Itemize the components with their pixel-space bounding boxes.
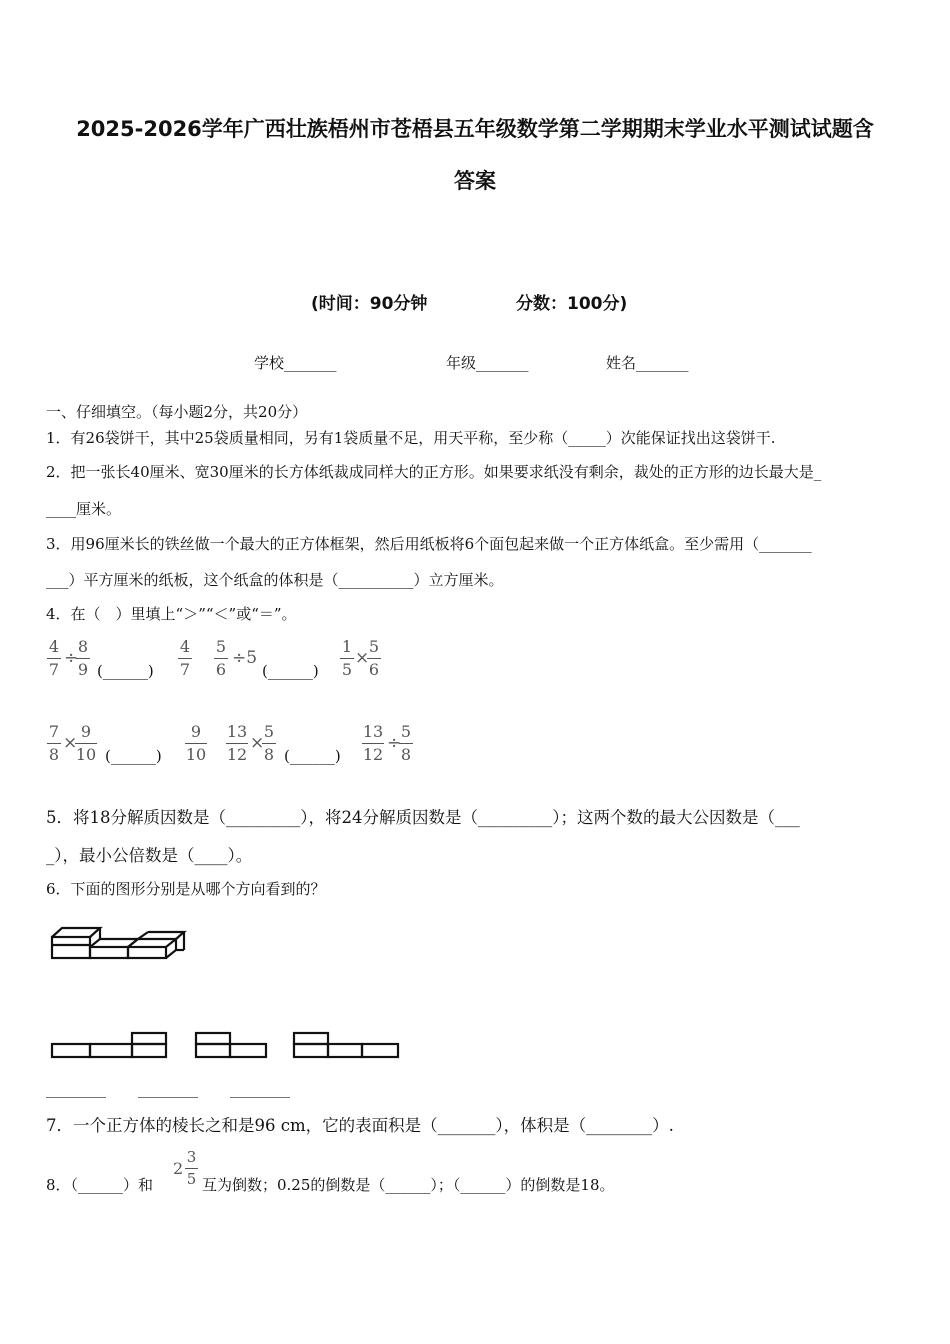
- question-6: 6．下面的图形分别是从哪个方向看到的？: [46, 880, 326, 898]
- answer-blank: (______): [284, 747, 341, 765]
- school-field: 学校_______: [254, 354, 337, 372]
- mixed-number-whole: 2: [173, 1159, 184, 1178]
- operator: ÷5: [232, 648, 258, 668]
- exam-time: (时间：90分钟: [311, 294, 428, 314]
- grade-field: 年级_______: [446, 354, 529, 372]
- exam-score: 分数：100分): [516, 294, 628, 314]
- title-line-2: 答案: [454, 169, 496, 193]
- operator: ÷: [64, 648, 79, 668]
- question-8-part-2: 互为倒数；0.25的倒数是（______）；（______）的倒数是18。: [202, 1176, 615, 1194]
- view-figure-3: [292, 1031, 404, 1061]
- operator: ÷: [387, 733, 402, 753]
- operator: ×: [250, 733, 265, 753]
- fraction: 5 8: [400, 722, 412, 764]
- question-5-line-2: _），最小公倍数是（____）。: [46, 846, 253, 865]
- question-8-part-1: 8．（______）和: [46, 1176, 154, 1194]
- section-heading: 一、仔细填空。（每小题2分，共20分）: [46, 403, 308, 421]
- question-3-line-2: ___）平方厘米的纸板，这个纸盒的体积是（__________）立方厘米。: [46, 571, 504, 589]
- fraction: 9 10: [185, 722, 207, 764]
- view-figure-1: [50, 1031, 170, 1061]
- block-figure-3d: [50, 926, 190, 966]
- answer-blank: ________: [138, 1080, 198, 1098]
- answer-blank: (______): [262, 662, 319, 680]
- fraction: 7 8: [48, 722, 60, 764]
- fraction: 5 8: [263, 722, 275, 764]
- fraction: 5 6: [368, 637, 380, 679]
- fraction: 4 7: [48, 637, 60, 679]
- question-2-line-1: 2．把一张长40厘米、宽30厘米的长方体纸裁成同样大的正方形。如果要求纸没有剩余，裁处的正方形的边长最大是_: [46, 463, 822, 481]
- fraction: 5 6: [215, 637, 227, 679]
- question-4: 4．在（ ）里填上“＞”“＜”或“＝”。: [46, 605, 297, 623]
- operator: ×: [63, 733, 78, 753]
- operator: ×: [355, 648, 370, 668]
- answer-blank: (______): [105, 747, 162, 765]
- fraction: 4 7: [179, 637, 191, 679]
- fraction: 3 5: [186, 1148, 197, 1188]
- title-line-1: 2025-2026学年广西壮族梧州市苍梧县五年级数学第二学期期末学业水平测试试题含: [76, 117, 874, 141]
- question-5-line-1: 5．将18分解质因数是（_________），将24分解质因数是（_________）；这两个数的最大公因数是（___: [46, 808, 800, 827]
- question-2-line-2: ____厘米。: [46, 500, 122, 518]
- name-field: 姓名_______: [606, 354, 689, 372]
- fraction: 8 9: [77, 637, 89, 679]
- fraction: 1 5: [341, 637, 353, 679]
- answer-blank: ________: [230, 1080, 290, 1098]
- fraction: 13 12: [226, 722, 248, 764]
- fraction: 9 10: [75, 722, 97, 764]
- view-figure-2: [194, 1031, 274, 1061]
- question-1: 1．有26袋饼干，其中25袋质量相同，另有1袋质量不足，用天平称，至少称（_____）次能保证找出这袋饼干.: [46, 429, 776, 447]
- answer-blank: ________: [46, 1080, 106, 1098]
- question-7: 7．一个正方体的棱长之和是96 cm，它的表面积是（_______），体积是（________）.: [46, 1116, 674, 1135]
- question-3-line-1: 3．用96厘米长的铁丝做一个最大的正方体框架，然后用纸板将6个面包起来做一个正方体纸盒。至少需用（_______: [46, 535, 812, 553]
- answer-blank: (______): [97, 662, 154, 680]
- fraction: 13 12: [362, 722, 384, 764]
